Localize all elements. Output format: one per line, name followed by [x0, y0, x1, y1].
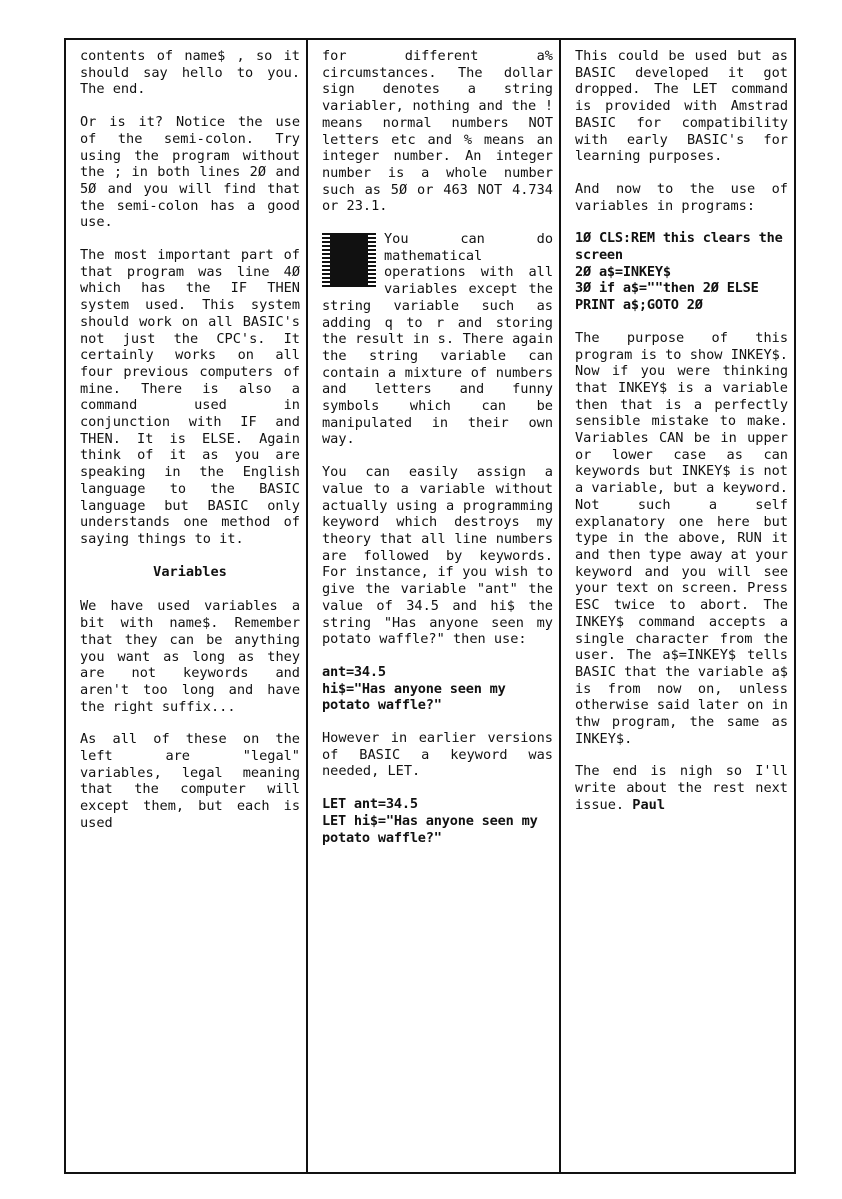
code-line: 3Ø if a$=""then 2Ø ELSE PRINT a$;GOTO 2Ø — [575, 280, 759, 314]
paragraph: And now to the use of variables in programs: — [575, 180, 788, 214]
paragraph: contents of name$ , so it should say hello to you. The end. — [80, 48, 300, 98]
paragraph-with-chip — [322, 231, 553, 448]
paragraph: However in earlier versions of BASIC a keyword was needed, LET. — [322, 730, 553, 780]
code-block — [575, 230, 788, 314]
code-line: hi$="Has anyone seen my potato waffle?" — [322, 680, 506, 714]
paragraph-text: The end is nigh so I'll write about the rest next issue. — [575, 763, 788, 813]
column-3 — [559, 40, 794, 1172]
code-line: ant=34.5 — [322, 663, 386, 680]
code-line: LET ant=34.5 — [322, 796, 418, 813]
paragraph: This could be used but as BASIC developed it got dropped. The LET command is provided with Amstrad BASIC for compatibility with early BASIC's for learning purposes. — [575, 48, 788, 165]
column-2 — [306, 40, 559, 1172]
code-line: 1Ø CLS:REM this clears the screen — [575, 230, 783, 264]
paragraph-with-disk — [575, 330, 788, 748]
paragraph: We have used variables a bit with name$. Remember that they can be anything you want as long as they are not keywords and aren't too long and have the right suffix... — [80, 598, 300, 715]
closing-paragraph — [575, 763, 788, 813]
code-line: LET hi$="Has anyone seen my potato waffle?" — [322, 812, 538, 846]
paragraph: for different a% circumstances. The dollar sign denotes a string variabler, nothing and the ! means normal numbers NOT letters etc and % means an integer number. An integer number is a whole number such as 5Ø or 463 NOT 4.734 or 23.1. — [322, 48, 553, 215]
column-1 — [66, 40, 306, 1172]
code-block — [322, 796, 553, 846]
author-signature: Paul — [632, 796, 666, 813]
paragraph: The most important part of that program was line 4Ø which has the IF THEN system used. This system should work on all BASIC's not just the CPC's. It certainly works on all four previous computers of mine. There is also a command used in conjunction with IF and THEN. It is ELSE. Again think of it as you are speaking in the English language to the BASIC language but BASIC only understands one method of saying things to it. — [80, 247, 300, 547]
section-heading: Variables — [153, 563, 227, 580]
code-line: 2Ø a$=INKEY$ — [575, 263, 671, 280]
paragraph: Or is it? Notice the use of the semi-colon. Try using the program without the ; in both lines 2Ø and 5Ø and you will find that the semi-colon has a good use. — [80, 114, 300, 231]
paragraph: As all of these on the left are "legal" variables, legal meaning that the computer will except them, but each is used — [80, 731, 300, 831]
paragraph-text: You can do mathematical operations with all variables except the string variable such as adding q to r and storing the result in s. There again the string variable can contain a mixture of numbers and letters and funny symbols which can be manipulated in their own way. — [322, 231, 553, 448]
paragraph: You can easily assign a value to a variable without actually using a programming keyword which destroys my theory that all line numbers are followed by keywords. For instance, if you wish to give the variable "ant" the value of 34.5 and hi$ the string "Has anyone seen my potato waffle?" then use: — [322, 464, 553, 648]
code-block — [322, 664, 553, 714]
microchip-icon — [322, 233, 376, 289]
paragraph-text: The purpose of this program is to show INKEY$. Now if you were thinking that INKEY$ is a variable then that is a perfectly sensible mistake to make. Variables CAN be in upper or lower case as can keywords but INKEY$ is not a variable, but a keyword. Not such a self explanatory one here but type in the above, RUN it and then type away at your keyword and you will see your text on screen. Press ESC twice to abort. The INKEY$ command accepts a single character from the user. The a$=INKEY$ tells BASIC that the variable a$ is from now on, unless otherwise said later on in thw program, the same as INKEY$. — [575, 329, 788, 747]
magazine-page — [64, 38, 796, 1174]
